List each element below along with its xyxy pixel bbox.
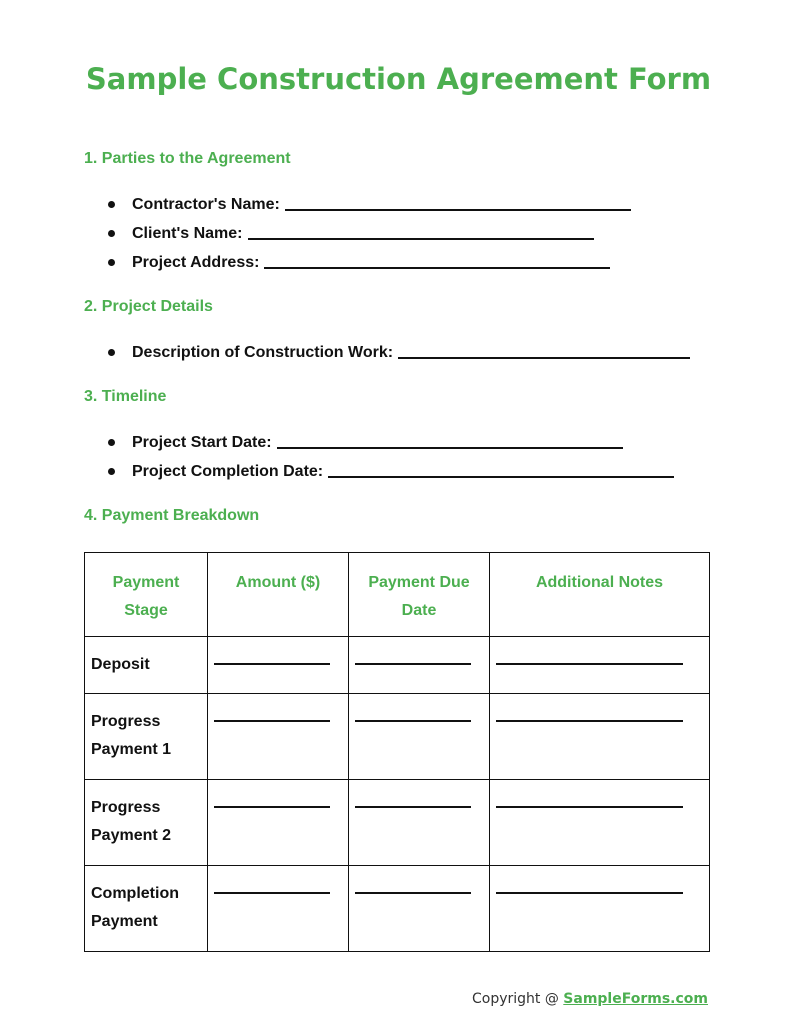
stage-cell: Completion Payment bbox=[85, 866, 208, 952]
timeline-list bbox=[107, 432, 674, 490]
stage-cell: Progress Payment 2 bbox=[85, 780, 208, 866]
amount-blank[interactable] bbox=[214, 663, 330, 665]
payment-table bbox=[84, 552, 710, 952]
work-description-blank[interactable] bbox=[398, 357, 690, 359]
amount-blank[interactable] bbox=[214, 806, 330, 808]
amount-blank[interactable] bbox=[214, 892, 330, 894]
due-date-cell[interactable] bbox=[349, 637, 490, 694]
amount-cell[interactable] bbox=[208, 694, 349, 780]
due-date-blank[interactable] bbox=[355, 720, 471, 722]
bullet-icon bbox=[108, 468, 115, 475]
field-label: Project Start Date: bbox=[132, 434, 272, 451]
section-heading-payment: 4. Payment Breakdown bbox=[84, 507, 260, 524]
table-row bbox=[85, 694, 710, 780]
document-title: Sample Construction Agreement Form bbox=[85, 62, 712, 96]
footer bbox=[472, 991, 708, 1007]
notes-blank[interactable] bbox=[496, 663, 683, 665]
column-header-amount: Amount ($) bbox=[208, 553, 349, 637]
table-row bbox=[85, 637, 710, 694]
amount-cell[interactable] bbox=[208, 866, 349, 952]
list-item-contractor-name bbox=[107, 194, 631, 223]
section-heading-timeline: 3. Timeline bbox=[84, 388, 167, 405]
column-header-due-date: Payment Due Date bbox=[349, 553, 490, 637]
amount-blank[interactable] bbox=[214, 720, 330, 722]
parties-list bbox=[107, 194, 631, 281]
start-date-blank[interactable] bbox=[277, 447, 623, 449]
due-date-blank[interactable] bbox=[355, 806, 471, 808]
table-header-row bbox=[85, 553, 710, 637]
field-label: Project Address: bbox=[132, 254, 260, 271]
section-heading-project-details: 2. Project Details bbox=[84, 298, 213, 315]
field-label: Project Completion Date: bbox=[132, 463, 324, 480]
list-item-project-address bbox=[107, 252, 631, 281]
stage-cell: Progress Payment 1 bbox=[85, 694, 208, 780]
due-date-blank[interactable] bbox=[355, 892, 471, 894]
bullet-icon bbox=[108, 201, 115, 208]
field-label: Client's Name: bbox=[132, 225, 243, 242]
amount-cell[interactable] bbox=[208, 637, 349, 694]
amount-cell[interactable] bbox=[208, 780, 349, 866]
notes-blank[interactable] bbox=[496, 806, 683, 808]
notes-cell[interactable] bbox=[490, 637, 710, 694]
bullet-icon bbox=[108, 439, 115, 446]
notes-cell[interactable] bbox=[490, 694, 710, 780]
field-label: Contractor's Name: bbox=[132, 196, 280, 213]
stage-cell: Deposit bbox=[85, 637, 208, 694]
contractor-name-blank[interactable] bbox=[285, 209, 631, 211]
completion-date-blank[interactable] bbox=[328, 476, 674, 478]
notes-blank[interactable] bbox=[496, 720, 683, 722]
notes-cell[interactable] bbox=[490, 866, 710, 952]
field-label: Description of Construction Work: bbox=[132, 344, 394, 361]
bullet-icon bbox=[108, 349, 115, 356]
table-row bbox=[85, 780, 710, 866]
due-date-cell[interactable] bbox=[349, 866, 490, 952]
list-item-work-description bbox=[107, 342, 690, 371]
section-heading-parties: 1. Parties to the Agreement bbox=[84, 150, 291, 167]
client-name-blank[interactable] bbox=[248, 238, 594, 240]
project-address-blank[interactable] bbox=[264, 267, 610, 269]
bullet-icon bbox=[108, 259, 115, 266]
due-date-blank[interactable] bbox=[355, 663, 471, 665]
bullet-icon bbox=[108, 230, 115, 237]
brand-link[interactable]: SampleForms.com bbox=[563, 991, 708, 1007]
due-date-cell[interactable] bbox=[349, 694, 490, 780]
column-header-payment-stage: Payment Stage bbox=[85, 553, 208, 637]
list-item-client-name bbox=[107, 223, 631, 252]
notes-cell[interactable] bbox=[490, 780, 710, 866]
column-header-notes: Additional Notes bbox=[490, 553, 710, 637]
list-item-start-date bbox=[107, 432, 674, 461]
notes-blank[interactable] bbox=[496, 892, 683, 894]
copyright-text: Copyright @ bbox=[471, 991, 559, 1007]
table-row bbox=[85, 866, 710, 952]
project-details-list bbox=[107, 342, 690, 371]
due-date-cell[interactable] bbox=[349, 780, 490, 866]
list-item-completion-date bbox=[107, 461, 674, 490]
